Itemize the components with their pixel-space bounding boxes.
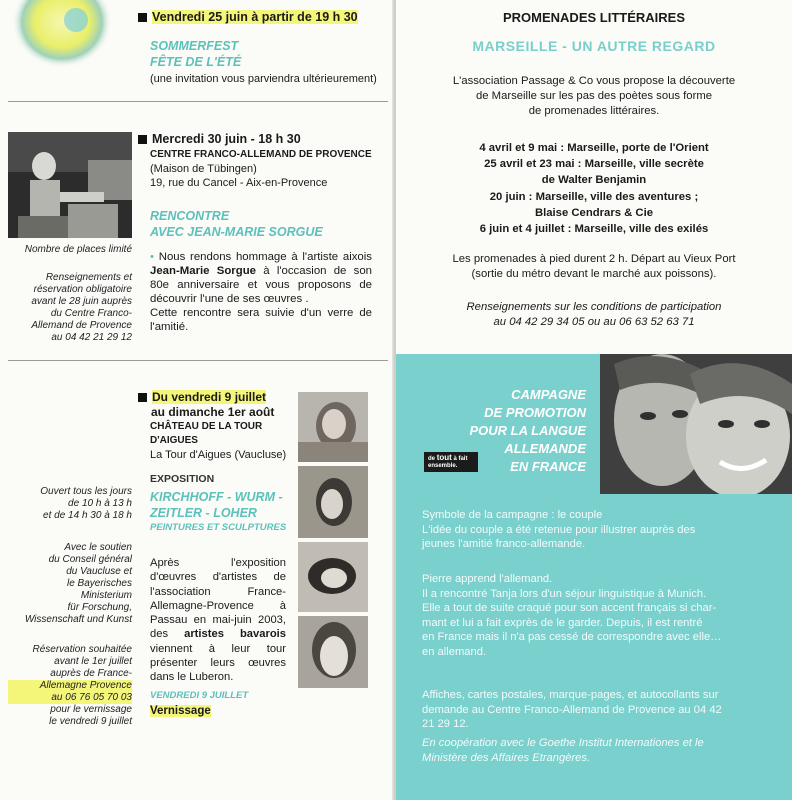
event2-side2-line: Allemand de Provence (31, 320, 132, 331)
logo-word: à fait (453, 456, 468, 462)
event1-date (138, 10, 358, 24)
event3-side1-line: et de 14 h 30 à 18 h (43, 510, 132, 521)
event3-label: EXPOSITION (150, 473, 215, 485)
promenades-intro (396, 74, 792, 119)
event3-side3-line: au 06 76 05 70 03 (8, 692, 132, 704)
event1-title-line1: SOMMERFEST (150, 39, 239, 53)
sun-graphic (0, 0, 110, 80)
bullet-icon (138, 135, 147, 144)
event3-side2-line: für Forschung, (67, 602, 132, 613)
info-line: Les promenades à pied durent 2 h. Départ au Vieux Port (452, 253, 736, 265)
painting-1 (298, 392, 368, 462)
event3-venue-line1: CHÂTEAU DE LA TOUR (150, 421, 263, 432)
promenades-info (396, 252, 792, 282)
event2-side2-line: réservation obligatoire (33, 284, 132, 295)
para1-line: L'idée du couple a été retenue pour illustrer auprès des (422, 523, 696, 536)
event3-venue-line2: D'AIGUES (150, 435, 198, 446)
intro-line: de promenades littéraires. (528, 105, 660, 117)
para1-line: Symbole de la campagne : le couple (422, 509, 603, 521)
event3-side3-line: pour le vernissage (50, 704, 132, 715)
event2-address: 19, rue du Cancel - Aix-en-Provence (150, 177, 328, 189)
event3-side-notes (8, 486, 132, 728)
para2-line: mant et lui a fait exprès de le garder. Depuis, il est rentré (422, 616, 703, 629)
event2-venue (150, 148, 372, 190)
event2-venue-sub: (Maison de Tübingen) (150, 163, 257, 175)
dates-line: 4 avril et 9 mai : Marseille, porte de l'Orient (479, 142, 709, 154)
campaign-title-line: EN FRANCE (510, 459, 586, 474)
event2-desc-b: à l'occasion de son 80e anniversaire et vous proposons de découvrir l'une de ses œuvres . (150, 265, 373, 305)
para2-line: en allemand. (422, 645, 487, 658)
event2-title-line2: AVEC JEAN-MARIE SORGUE (150, 225, 323, 239)
bullet-dot: • (150, 251, 154, 263)
vernissage-date: VENDREDI 9 JUILLET (150, 690, 249, 701)
event3-side2-line: Avec le soutien (64, 542, 132, 553)
promenades-subheading: MARSEILLE - UN AUTRE REGARD (472, 38, 716, 54)
event3-side3-line: avant le 1er juillet (54, 656, 132, 667)
contact-line: Renseignements sur les conditions de participation (466, 301, 722, 313)
divider (8, 101, 388, 102)
event3-side3-line: auprès de France- (50, 668, 132, 679)
event3-side2-line: du Conseil général (48, 554, 132, 565)
para3-line: Affiches, cartes postales, marque-pages, et autocollants sur (422, 689, 719, 701)
event2-side1: Nombre de places limité (24, 244, 132, 255)
event3-subtitle: PEINTURES ET SCULPTURES (150, 522, 287, 533)
event3-artists-line2: ZEITLER - LOHER (150, 506, 257, 520)
event2-desc-a: Nous rendons hommage à l'artiste aixois (158, 251, 372, 263)
event2-side2-line: Renseignements et (45, 272, 132, 283)
info-line: (sortie du métro devant le marché aux poissons). (471, 268, 717, 280)
event2-date (138, 132, 301, 146)
bullet-icon (138, 393, 147, 402)
event3-side1-line: Ouvert tous les jours (40, 486, 132, 497)
event1-date-text: Vendredi 25 juin à partir de 19 h 30 (152, 10, 358, 24)
para1-line: jeunes l'amitié franco-allemande. (422, 538, 586, 550)
divider (8, 360, 388, 361)
para2-line: Elle a tout de suite craqué pour son accent français si char- (422, 602, 717, 614)
campaign-para4 (422, 736, 782, 765)
bullet-icon (138, 13, 147, 22)
dates-line: 25 avril et 23 mai : Marseille, ville secrète (484, 158, 704, 171)
promenades-contact (396, 300, 792, 330)
campaign-logo (424, 452, 478, 472)
event3-venue (150, 420, 286, 462)
intro-line: L'association Passage & Co vous propose la découverte (452, 75, 736, 87)
para4-line: Ministère des Affaires Etrangères. (422, 751, 591, 764)
event2-side-note (8, 244, 132, 344)
promenades-heading: PROMENADES LITTÉRAIRES (502, 10, 685, 25)
event2-desc-name: Jean-Marie Sorgue (150, 265, 256, 277)
event3-date-line2: au dimanche 1er août (151, 405, 275, 419)
event3-vernissage (150, 690, 248, 719)
event3-date-line1: Du vendredi 9 juillet (152, 390, 267, 404)
event3-side3-line: Allemagne Provence (8, 680, 132, 692)
contact-line: au 04 42 29 34 05 ou au 06 63 52 63 71 (493, 316, 695, 328)
event1-title (150, 38, 241, 70)
event3-date (138, 390, 274, 420)
event3-desc-bold: artistes bavarois (184, 628, 286, 641)
sorgue-photo (8, 132, 132, 238)
campaign-para1 (422, 508, 772, 552)
para2-line: en France mais il n'a pas cessé de correspondre avec elle… (422, 631, 722, 643)
campaign-title-line: POUR LA LANGUE (469, 423, 586, 438)
promenades-dates (396, 140, 792, 237)
para4-line: En coopération avec le Goethe Institut Internationes et le (422, 737, 704, 749)
event3-artists-line1: KIRCHHOFF - WURM - (150, 490, 283, 504)
event3-side2-line: du Vaucluse et (66, 566, 132, 577)
painting-3 (298, 542, 368, 612)
event3-side2-line: le Bayerisches (66, 578, 132, 589)
event3-description (150, 556, 286, 685)
event1-title-line2: FÊTE DE L'ÉTÉ (150, 55, 242, 69)
event3-side3-line: le vendredi 9 juillet (49, 716, 132, 727)
campaign-title-line: DE PROMOTION (484, 405, 586, 420)
painting-4 (298, 616, 368, 688)
event2-side2-line: avant le 28 juin auprès (31, 296, 132, 307)
event3-desc-a: Après l'exposition d'œuvres d'artistes de l'association France-Allemagne-Provence à Passau en mai-juin 2003, des (150, 557, 286, 641)
campaign-section (396, 354, 792, 800)
logo-word: de (428, 456, 436, 462)
para3-line: demande au Centre Franco-Allemand de Provence au 04 42 (422, 703, 722, 716)
event3-artists (150, 489, 286, 534)
para3-line: 21 29 12. (422, 718, 469, 730)
event2-venue-name: CENTRE FRANCO-ALLEMAND DE PROVENCE (150, 149, 372, 160)
event2-title (150, 208, 323, 240)
dates-line: 20 juin : Marseille, ville des aventures ; (489, 190, 699, 203)
painting-2 (298, 466, 368, 538)
event2-side2-line: au 04 42 21 29 12 (51, 332, 132, 343)
vernissage-label: Vernissage (150, 705, 211, 717)
event2-title-line1: RENCONTRE (150, 209, 230, 223)
event2-date-text: Mercredi 30 juin - 18 h 30 (152, 132, 301, 146)
event3-side3-line: Réservation souhaitée (32, 644, 132, 655)
event2-side2-line: du Centre Franco- (50, 308, 132, 319)
event2-desc-c: Cette rencontre sera suivie d'un verre de l'amitié. (150, 307, 372, 333)
campaign-para2 (422, 572, 782, 659)
intro-line: de Marseille sur les pas des poètes sous forme (475, 90, 713, 102)
event3-place: La Tour d'Aigues (Vaucluse) (150, 449, 287, 461)
event3-side2-line: Ministerium (80, 590, 132, 601)
dates-line: Blaise Cendrars & Cie (534, 206, 654, 219)
campaign-title-line: ALLEMANDE (504, 441, 586, 456)
para2-line: Pierre apprend l'allemand. (422, 573, 553, 585)
dates-line: 6 juin et 4 juillet : Marseille, ville des exilés (479, 223, 709, 236)
event2-description (150, 250, 372, 334)
event1-note: (une invitation vous parviendra ultérieurement) (150, 73, 377, 85)
logo-word: tout (436, 453, 452, 462)
couple-photo (600, 354, 792, 494)
para2-line: Il a rencontré Tanja lors d'un séjour linguistique à Munich. (422, 587, 707, 600)
event3-side1-line: de 10 h à 13 h (68, 498, 132, 509)
campaign-title-line: CAMPAGNE (511, 387, 586, 402)
logo-word: ensemble. (428, 463, 458, 469)
campaign-para3 (422, 688, 782, 732)
event3-side2-line: Wissenschaft und Kunst (24, 614, 132, 625)
dates-line: de Walter Benjamin (541, 174, 647, 187)
event3-desc-b: viennent à leur tour présenter leurs œuvres dans le Luberon. (150, 642, 286, 684)
